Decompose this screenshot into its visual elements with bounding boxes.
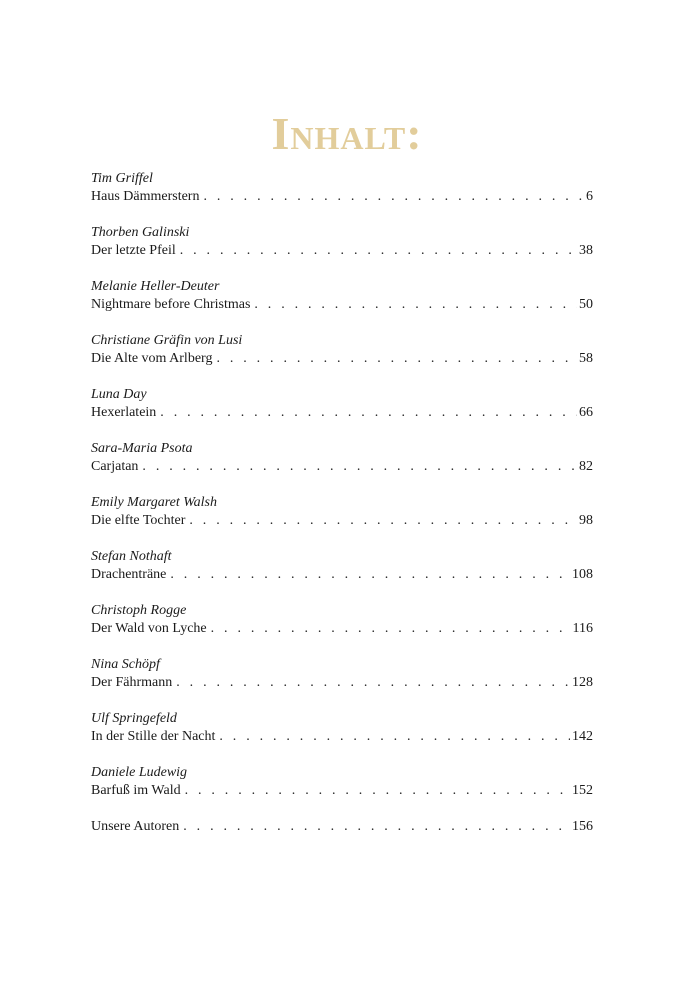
toc-title: Unsere Autoren [91, 819, 180, 834]
toc-author: Emily Margaret Walsh [91, 495, 217, 510]
toc-page-number: 116 [572, 621, 593, 636]
toc-line [91, 350, 593, 368]
toc-author: Christiane Gräfin von Lusi [91, 333, 243, 348]
dot-leader [203, 188, 584, 206]
toc-entry [91, 440, 593, 494]
toc-title: In der Stille der Nacht [91, 729, 216, 744]
toc-author: Stefan Nothaft [91, 549, 172, 564]
toc-entry [91, 764, 593, 818]
toc-page-number: 58 [579, 351, 593, 366]
dot-leader [180, 242, 577, 260]
toc-line [91, 728, 593, 746]
page-title: Inhalt: [271, 108, 423, 159]
toc-entry [91, 278, 593, 332]
toc-author: Melanie Heller-Deuter [91, 279, 220, 294]
dot-leader [142, 458, 577, 476]
toc-author: Tim Griffel [91, 171, 153, 186]
toc-page-number: 156 [572, 819, 593, 834]
toc-author: Nina Schöpf [91, 657, 160, 672]
toc-line [91, 458, 593, 476]
toc-page-number: 6 [586, 189, 593, 204]
toc-page-number: 98 [579, 513, 593, 528]
toc-title: Die elfte Tochter [91, 513, 186, 528]
dot-leader [219, 728, 570, 746]
toc-page-number: 50 [579, 297, 593, 312]
toc-author: Sara-Maria Psota [91, 441, 193, 456]
toc-entry [91, 710, 593, 764]
toc-title: Der Fährmann [91, 675, 173, 690]
toc-line [91, 404, 593, 422]
dot-leader [183, 818, 570, 836]
toc-page-number: 142 [572, 729, 593, 744]
toc-line [91, 512, 593, 530]
toc-page-number: 128 [572, 675, 593, 690]
toc-author: Thorben Galinski [91, 225, 190, 240]
toc-entry [91, 656, 593, 710]
toc-entry [91, 170, 593, 224]
dot-leader [211, 620, 571, 638]
toc-title: Der letzte Pfeil [91, 243, 176, 258]
toc-line [91, 620, 593, 638]
toc-page-number: 66 [579, 405, 593, 420]
toc-title: Drachenträne [91, 567, 167, 582]
toc-entry [91, 602, 593, 656]
toc-entry [91, 224, 593, 278]
toc-entry [91, 386, 593, 440]
toc-title: Der Wald von Lyche [91, 621, 207, 636]
dot-leader [176, 674, 570, 692]
toc-author: Ulf Springefeld [91, 711, 177, 726]
toc-entry [91, 494, 593, 548]
toc-line [91, 296, 593, 314]
toc-entry [91, 332, 593, 386]
toc-page-number: 152 [572, 783, 593, 798]
toc-author: Daniele Ludewig [91, 765, 188, 780]
toc-line [91, 242, 593, 260]
toc-line [91, 674, 593, 692]
toc-title: Barfuß im Wald [91, 783, 181, 798]
toc-author: Luna Day [91, 387, 147, 402]
dot-leader [216, 350, 577, 368]
toc-page-number: 108 [572, 567, 593, 582]
toc-line [91, 566, 593, 584]
dot-leader [160, 404, 577, 422]
dot-leader [170, 566, 570, 584]
toc-page-number: 38 [579, 243, 593, 258]
toc-title: Die Alte vom Arlberg [91, 351, 213, 366]
toc-line [91, 818, 593, 836]
toc-line [91, 782, 593, 800]
toc-entry-authors [91, 818, 593, 838]
toc-title: Haus Dämmerstern [91, 189, 200, 204]
table-of-contents [91, 170, 593, 838]
toc-line [91, 188, 593, 206]
dot-leader [185, 782, 570, 800]
toc-entry [91, 548, 593, 602]
toc-page-number: 82 [579, 459, 593, 474]
dot-leader [189, 512, 577, 530]
toc-author: Christoph Rogge [91, 603, 187, 618]
toc-title: Hexerlatein [91, 405, 157, 420]
dot-leader [254, 296, 577, 314]
toc-title: Carjatan [91, 459, 139, 474]
toc-title: Nightmare before Christmas [91, 297, 251, 312]
